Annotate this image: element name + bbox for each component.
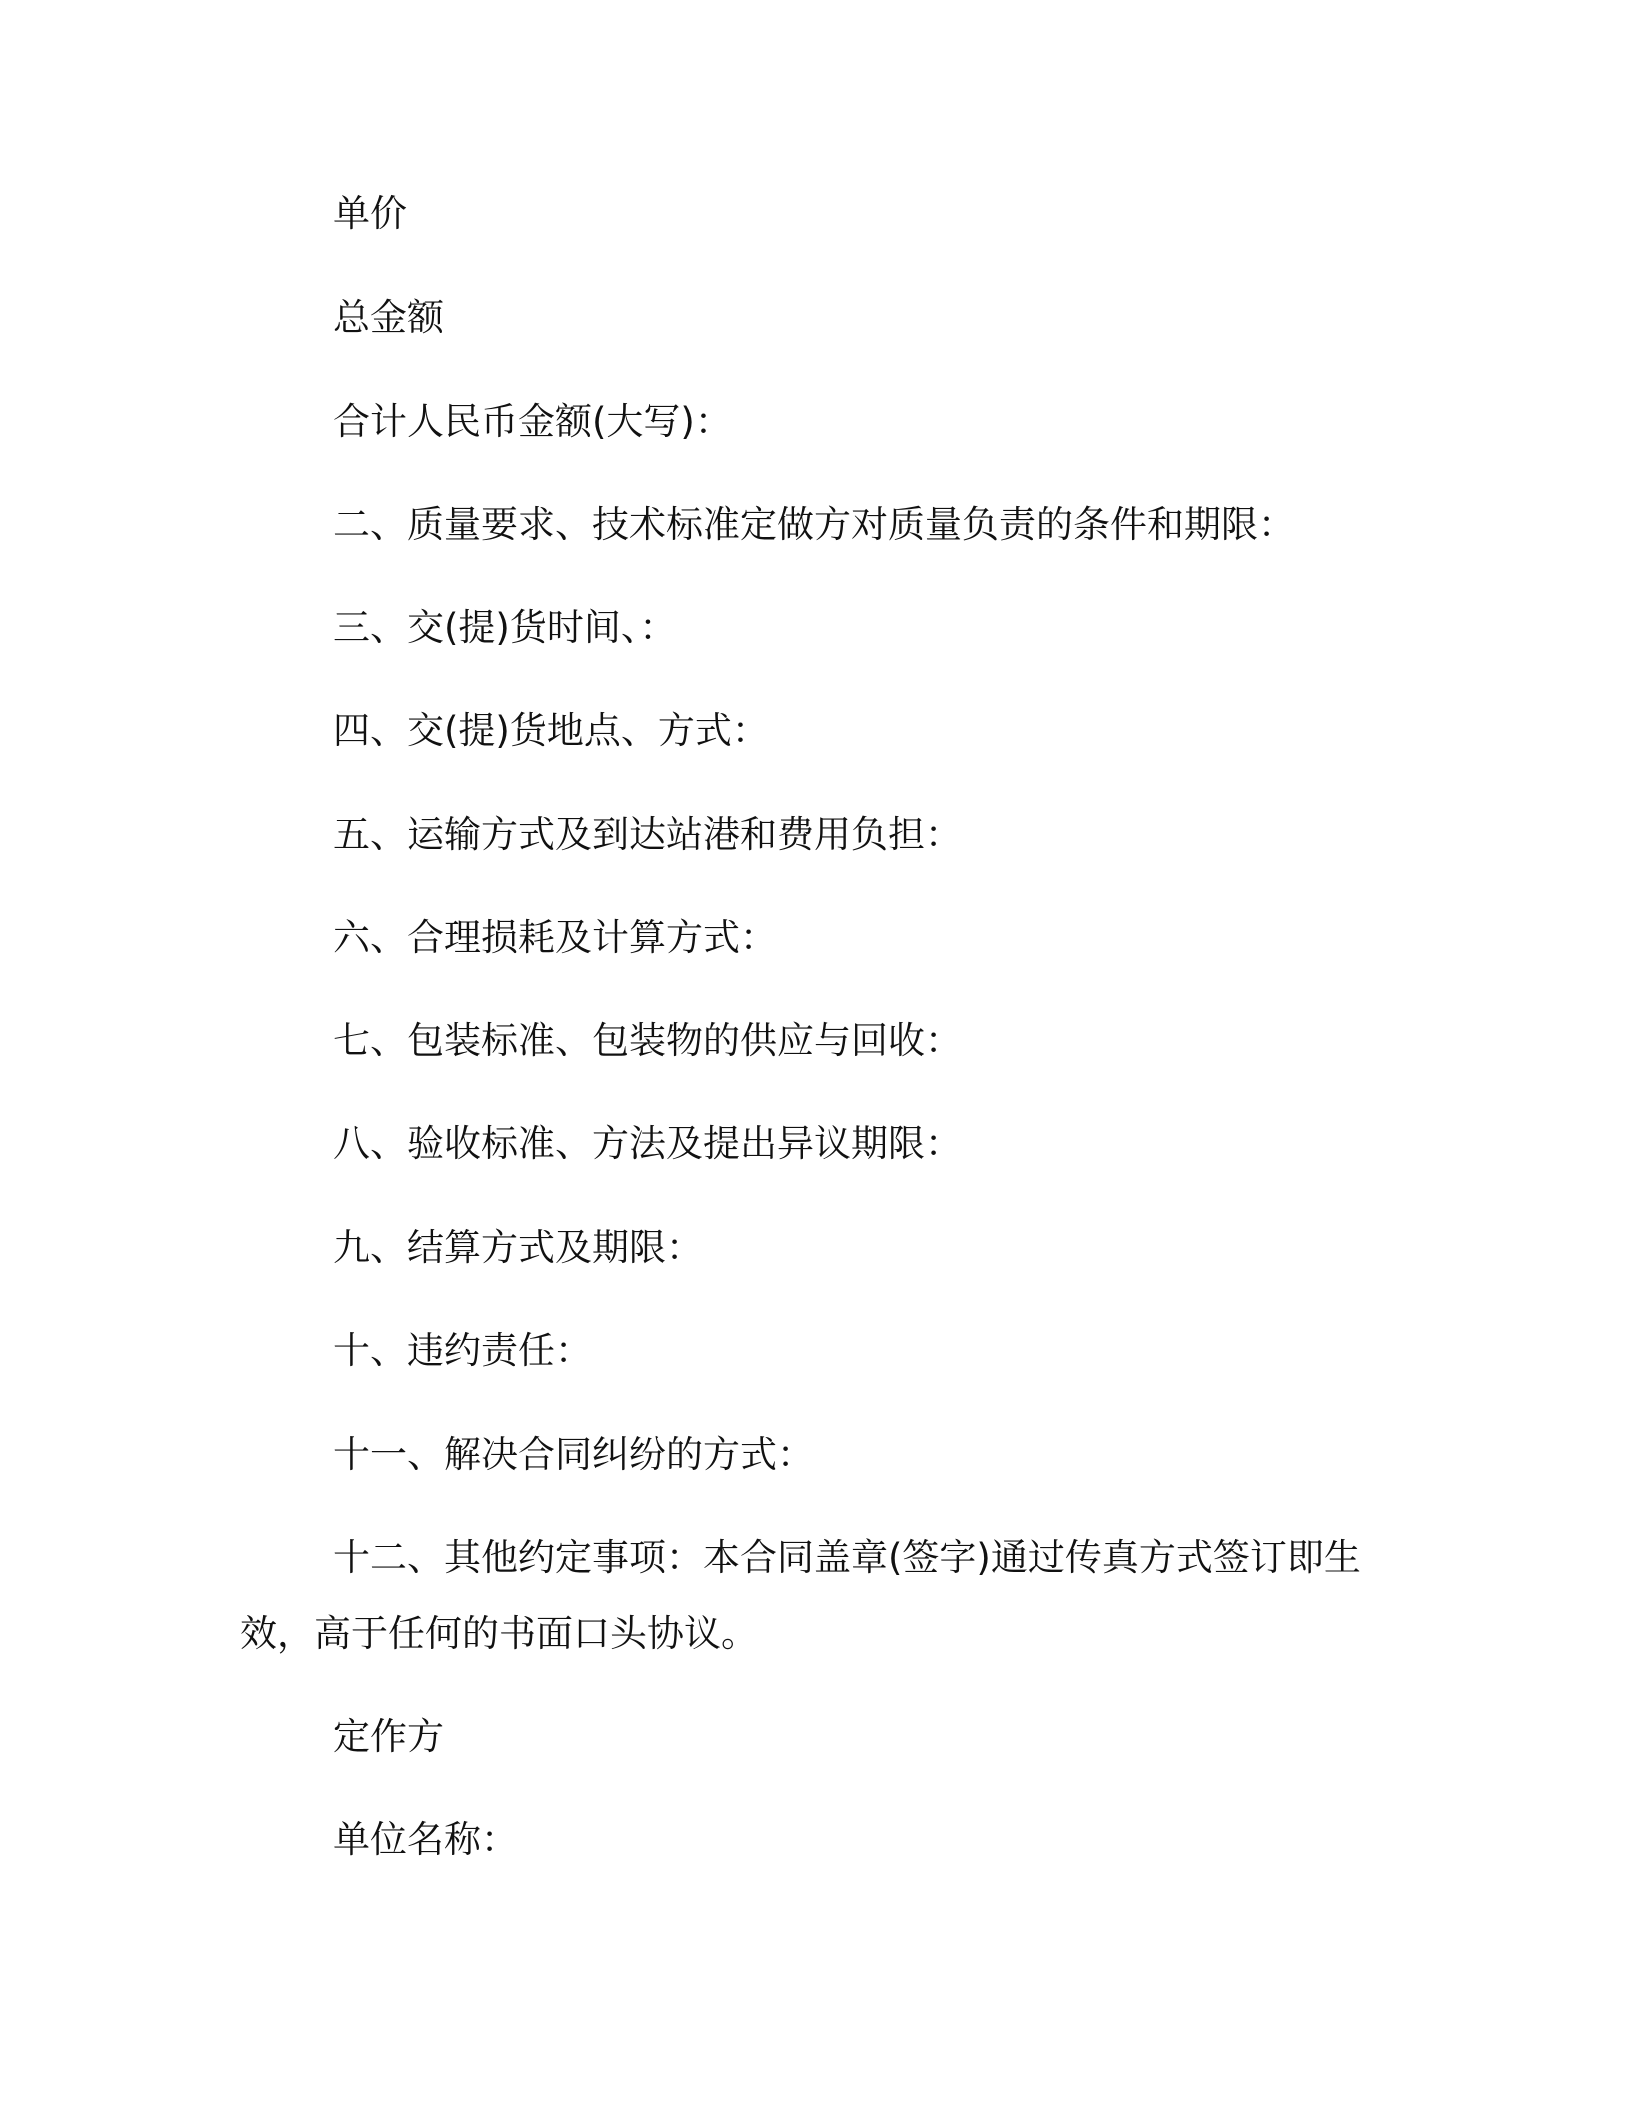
line-clause-3: 三、交(提)货时间、： — [333, 606, 677, 649]
line-clause-8: 八、验收标准、方法及提出异议期限： — [333, 1122, 962, 1165]
line-clause-5: 五、运输方式及到达站港和费用负担： — [333, 813, 962, 856]
line-clause-11: 十一、解决合同纠纷的方式： — [333, 1433, 814, 1476]
line-clause-9: 九、结算方式及期限： — [333, 1226, 703, 1269]
line-total-rmb: 合计人民币金额(大写)： — [333, 400, 732, 443]
line-clause-7: 七、包装标准、包装物的供应与回收： — [333, 1019, 962, 1062]
line-clause-4: 四、交(提)货地点、方式： — [333, 709, 769, 752]
line-unit-price: 单价 — [333, 192, 407, 235]
line-contractor: 定作方 — [333, 1715, 444, 1758]
line-clause-12: 十二、其他约定事项：本合同盖章(签字)通过传真方式签订即生 — [333, 1536, 1361, 1579]
line-clause-2: 二、质量要求、技术标准定做方对质量负责的条件和期限： — [333, 503, 1295, 546]
line-total-amount: 总金额 — [333, 296, 444, 339]
line-clause-10: 十、违约责任： — [333, 1329, 592, 1372]
line-clause-6: 六、合理损耗及计算方式： — [333, 916, 777, 959]
line-clause-12-cont: 效，高于任何的书面口头协议。 — [240, 1612, 758, 1655]
line-unit-name: 单位名称： — [333, 1818, 518, 1861]
